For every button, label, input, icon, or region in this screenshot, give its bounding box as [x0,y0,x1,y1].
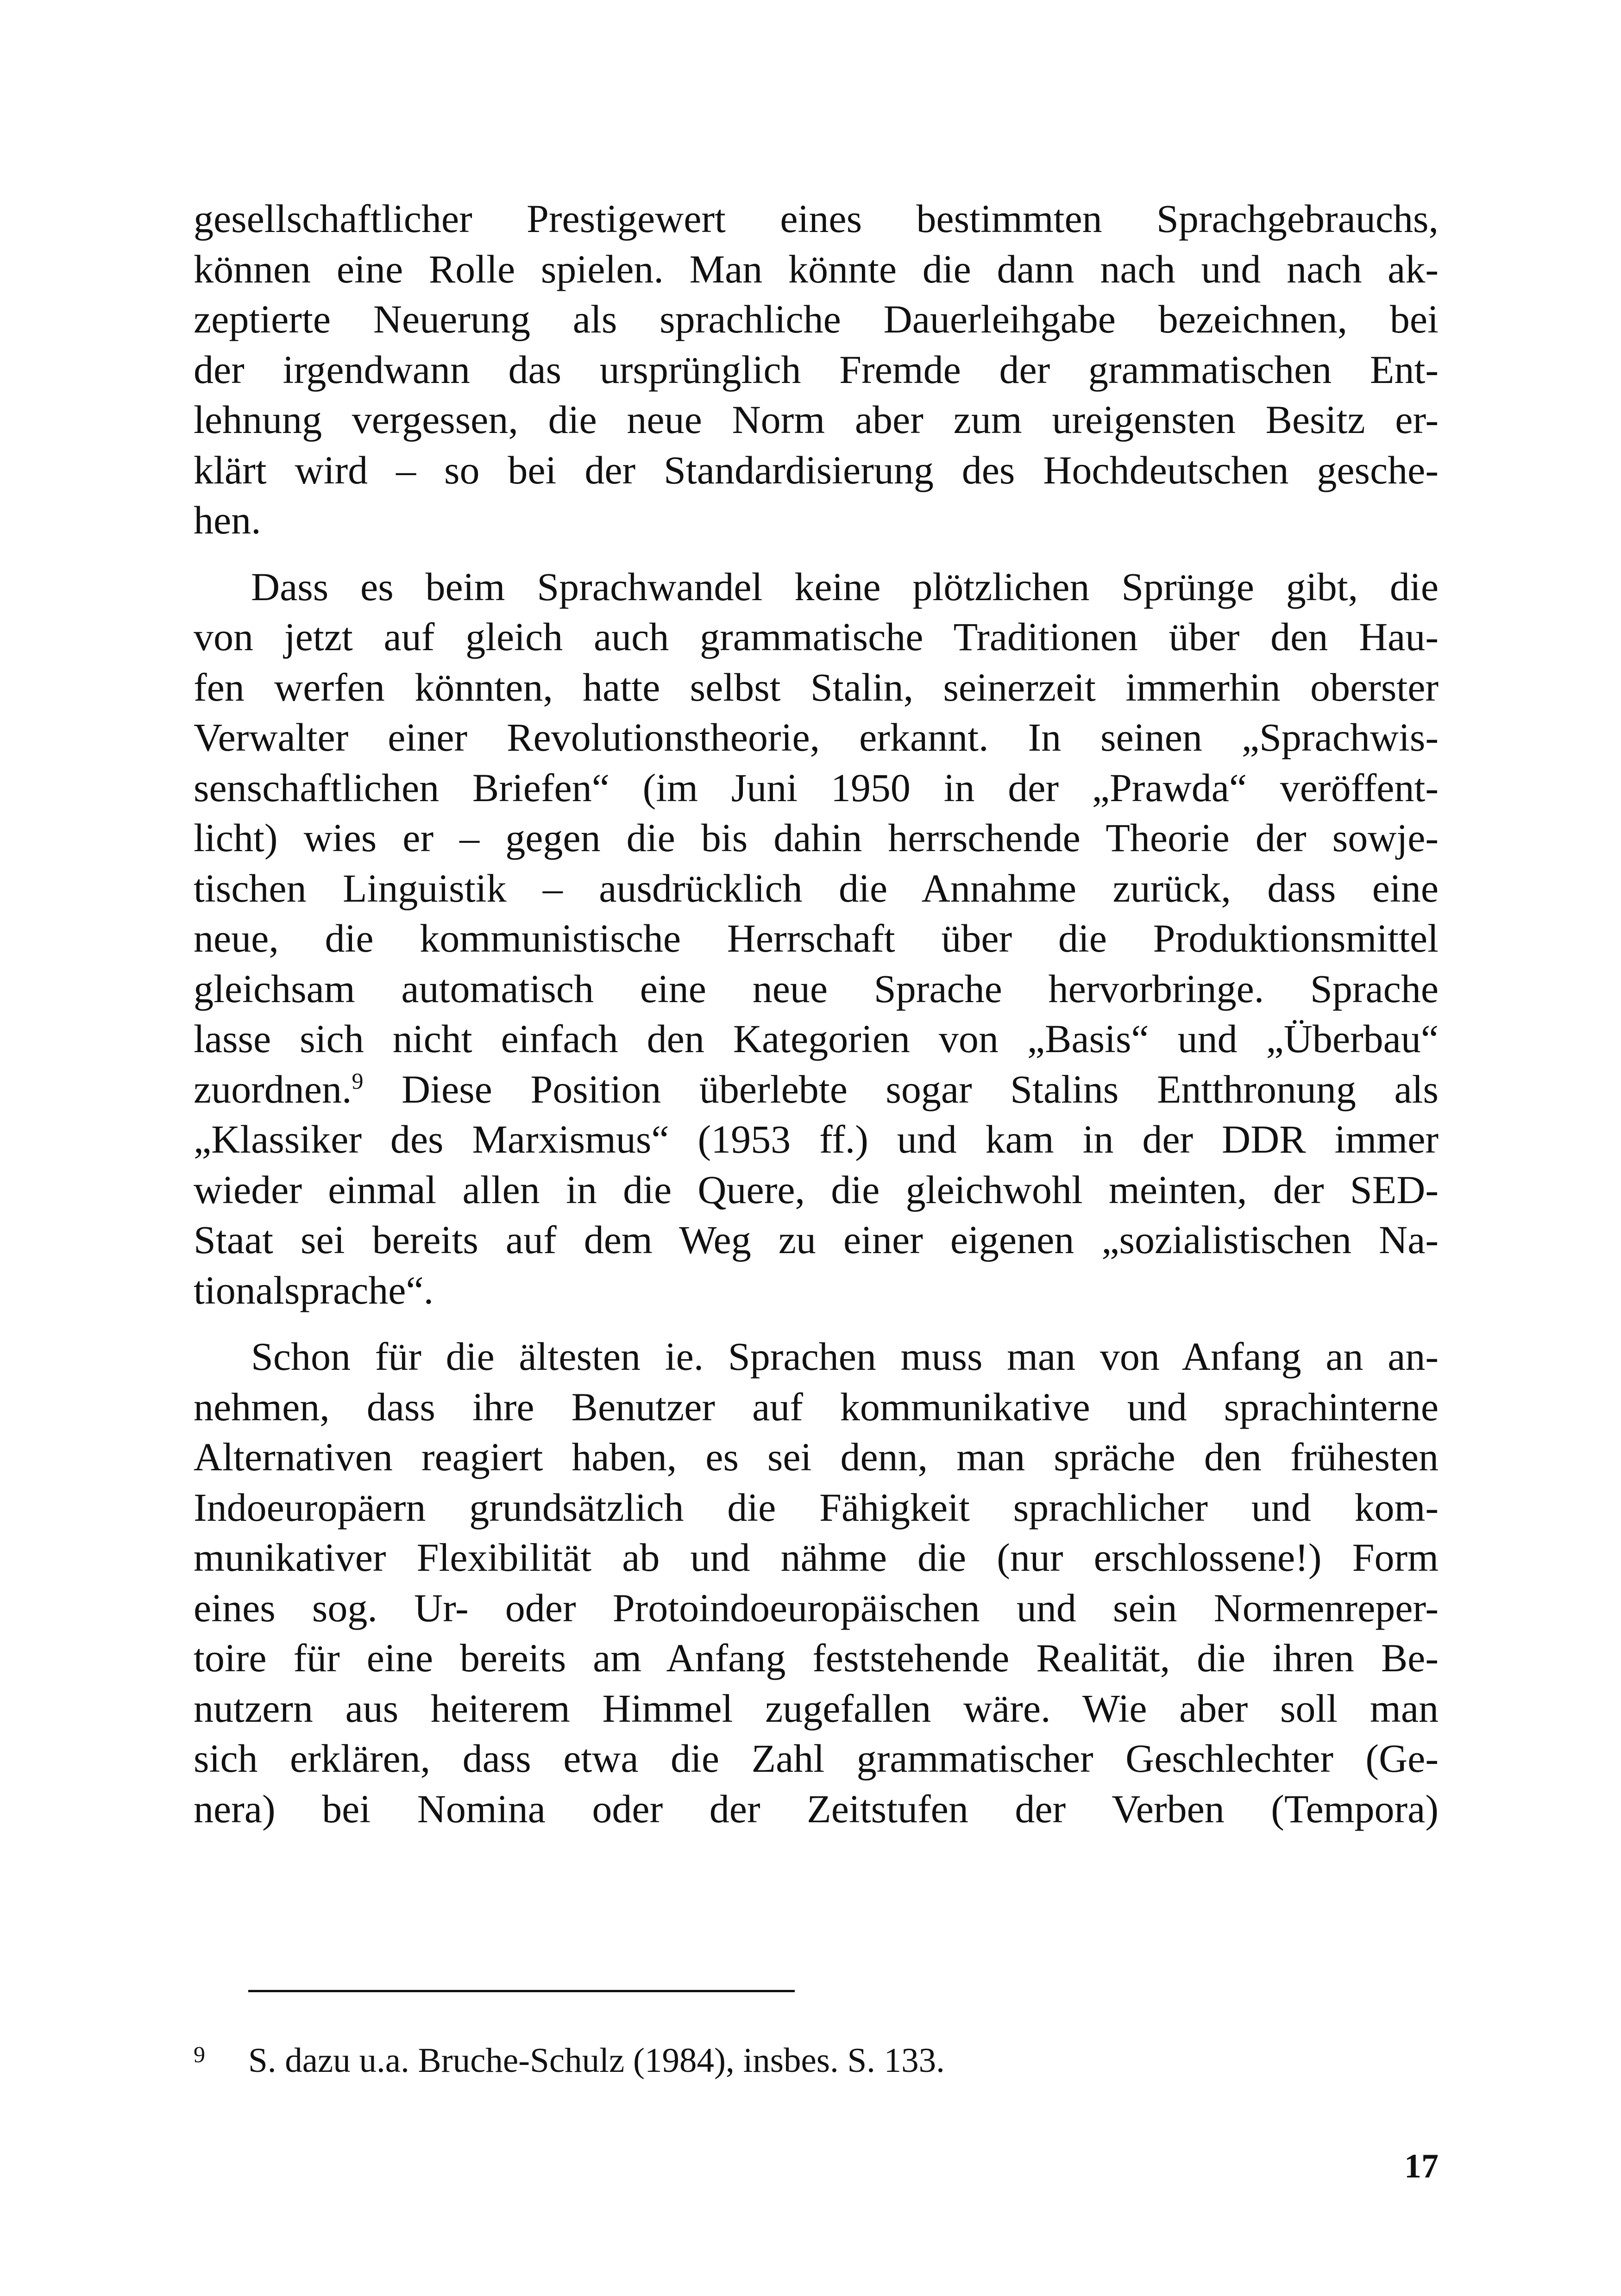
text-line: toire für eine bereits am Anfang feststehende Realität, die ihren Be- [194,1636,1439,1680]
text-line: senschaftlichen Briefen“ (im Juni 1950 in der „Prawda“ veröffent- [194,765,1439,810]
paragraph-2 [194,562,1439,1316]
page-number: 17 [1404,2147,1439,2185]
text-line: der irgendwann das ursprünglich Fremde der grammatischen Ent- [194,347,1439,392]
text-line: fen werfen könnten, hatte selbst Stalin, seinerzeit immerhin oberster [194,665,1439,709]
text-line: gleichsam automatisch eine neue Sprache hervorbringe. Sprache [194,966,1439,1011]
text-line: nera) bei Nomina oder der Zeitstufen der Verben (Tempora) [194,1786,1439,1831]
text-line: nehmen, dass ihre Benutzer auf kommunikative und sprachinterne [194,1384,1439,1429]
footnote-text: S. dazu u.a. Bruche-Schulz (1984), insbes. S. 133. [248,2041,945,2080]
text-line: lasse sich nicht einfach den Kategorien von „Basis“ und „Überbau“ [194,1016,1439,1061]
text-line: lehnung vergessen, die neue Norm aber zum ureigensten Besitz er- [194,397,1439,442]
text-line: nutzern aus heiterem Himmel zugefallen wäre. Wie aber soll man [194,1686,1439,1731]
text-segment: Diese Position überlebte sogar Stalins Entthronung als [363,1066,1439,1111]
text-line: hen. [194,498,261,542]
text-segment: zuordnen. [194,1066,352,1111]
text-line: Dass es beim Sprachwandel keine plötzlichen Sprünge gibt, die [251,564,1439,609]
text-line: zeptierte Neuerung als sprachliche Dauerleihgabe bezeichnen, bei [194,297,1439,341]
text-line: gesellschaftlicher Prestigewert eines bestimmten Sprachgebrauchs, [194,196,1439,241]
text-line: munikativer Flexibilität ab und nähme die (nur erschlossene!) Form [194,1535,1439,1580]
text-line: können eine Rolle spielen. Man könnte die dann nach und nach ak- [194,246,1439,291]
footnote-separator [248,1990,795,1992]
text-line: Schon für die ältesten ie. Sprachen muss man von Anfang an an- [251,1334,1439,1379]
text-line: tionalsprache“. [194,1267,434,1312]
text-line: wieder einmal allen in die Quere, die gleichwohl meinten, der SED- [194,1167,1439,1212]
text-line: Staat sei bereits auf dem Weg zu einer eigenen „sozialistischen Na- [194,1217,1439,1262]
text-line: neue, die kommunistische Herrschaft über die Produktionsmittel [194,916,1439,960]
text-line: klärt wird – so bei der Standardisierung des Hochdeutschen gesche- [194,447,1439,492]
paragraph-1 [194,194,1439,546]
text-line-with-footnote-ref [194,1064,1439,1115]
text-line: Verwalter einer Revolutionstheorie, erkannt. In seinen „Sprachwis- [194,715,1439,759]
footnote-reference: 9 [352,1067,364,1094]
text-line: sich erklären, dass etwa die Zahl grammatischer Geschlechter (Ge- [194,1736,1439,1781]
text-line: licht) wies er – gegen die bis dahin herrschende Theorie der sowje- [194,816,1439,860]
text-line: Indoeuropäern grundsätzlich die Fähigkeit sprachlicher und kom- [194,1485,1439,1530]
text-line: Alternativen reagiert haben, es sei denn, man spräche den frühesten [194,1435,1439,1479]
text-line: eines sog. Ur- oder Protoindoeuropäischen und sein Normenreper- [194,1585,1439,1630]
text-line: „Klassiker des Marxismus“ (1953 ff.) und kam in der DDR immer [194,1117,1439,1161]
footnote-number: 9 [194,2041,205,2067]
text-line: tischen Linguistik – ausdrücklich die Annahme zurück, dass eine [194,866,1439,910]
paragraph-3 [194,1331,1439,1834]
main-text [194,194,1439,1850]
text-line: von jetzt auf gleich auch grammatische Traditionen über den Hau- [194,615,1439,659]
